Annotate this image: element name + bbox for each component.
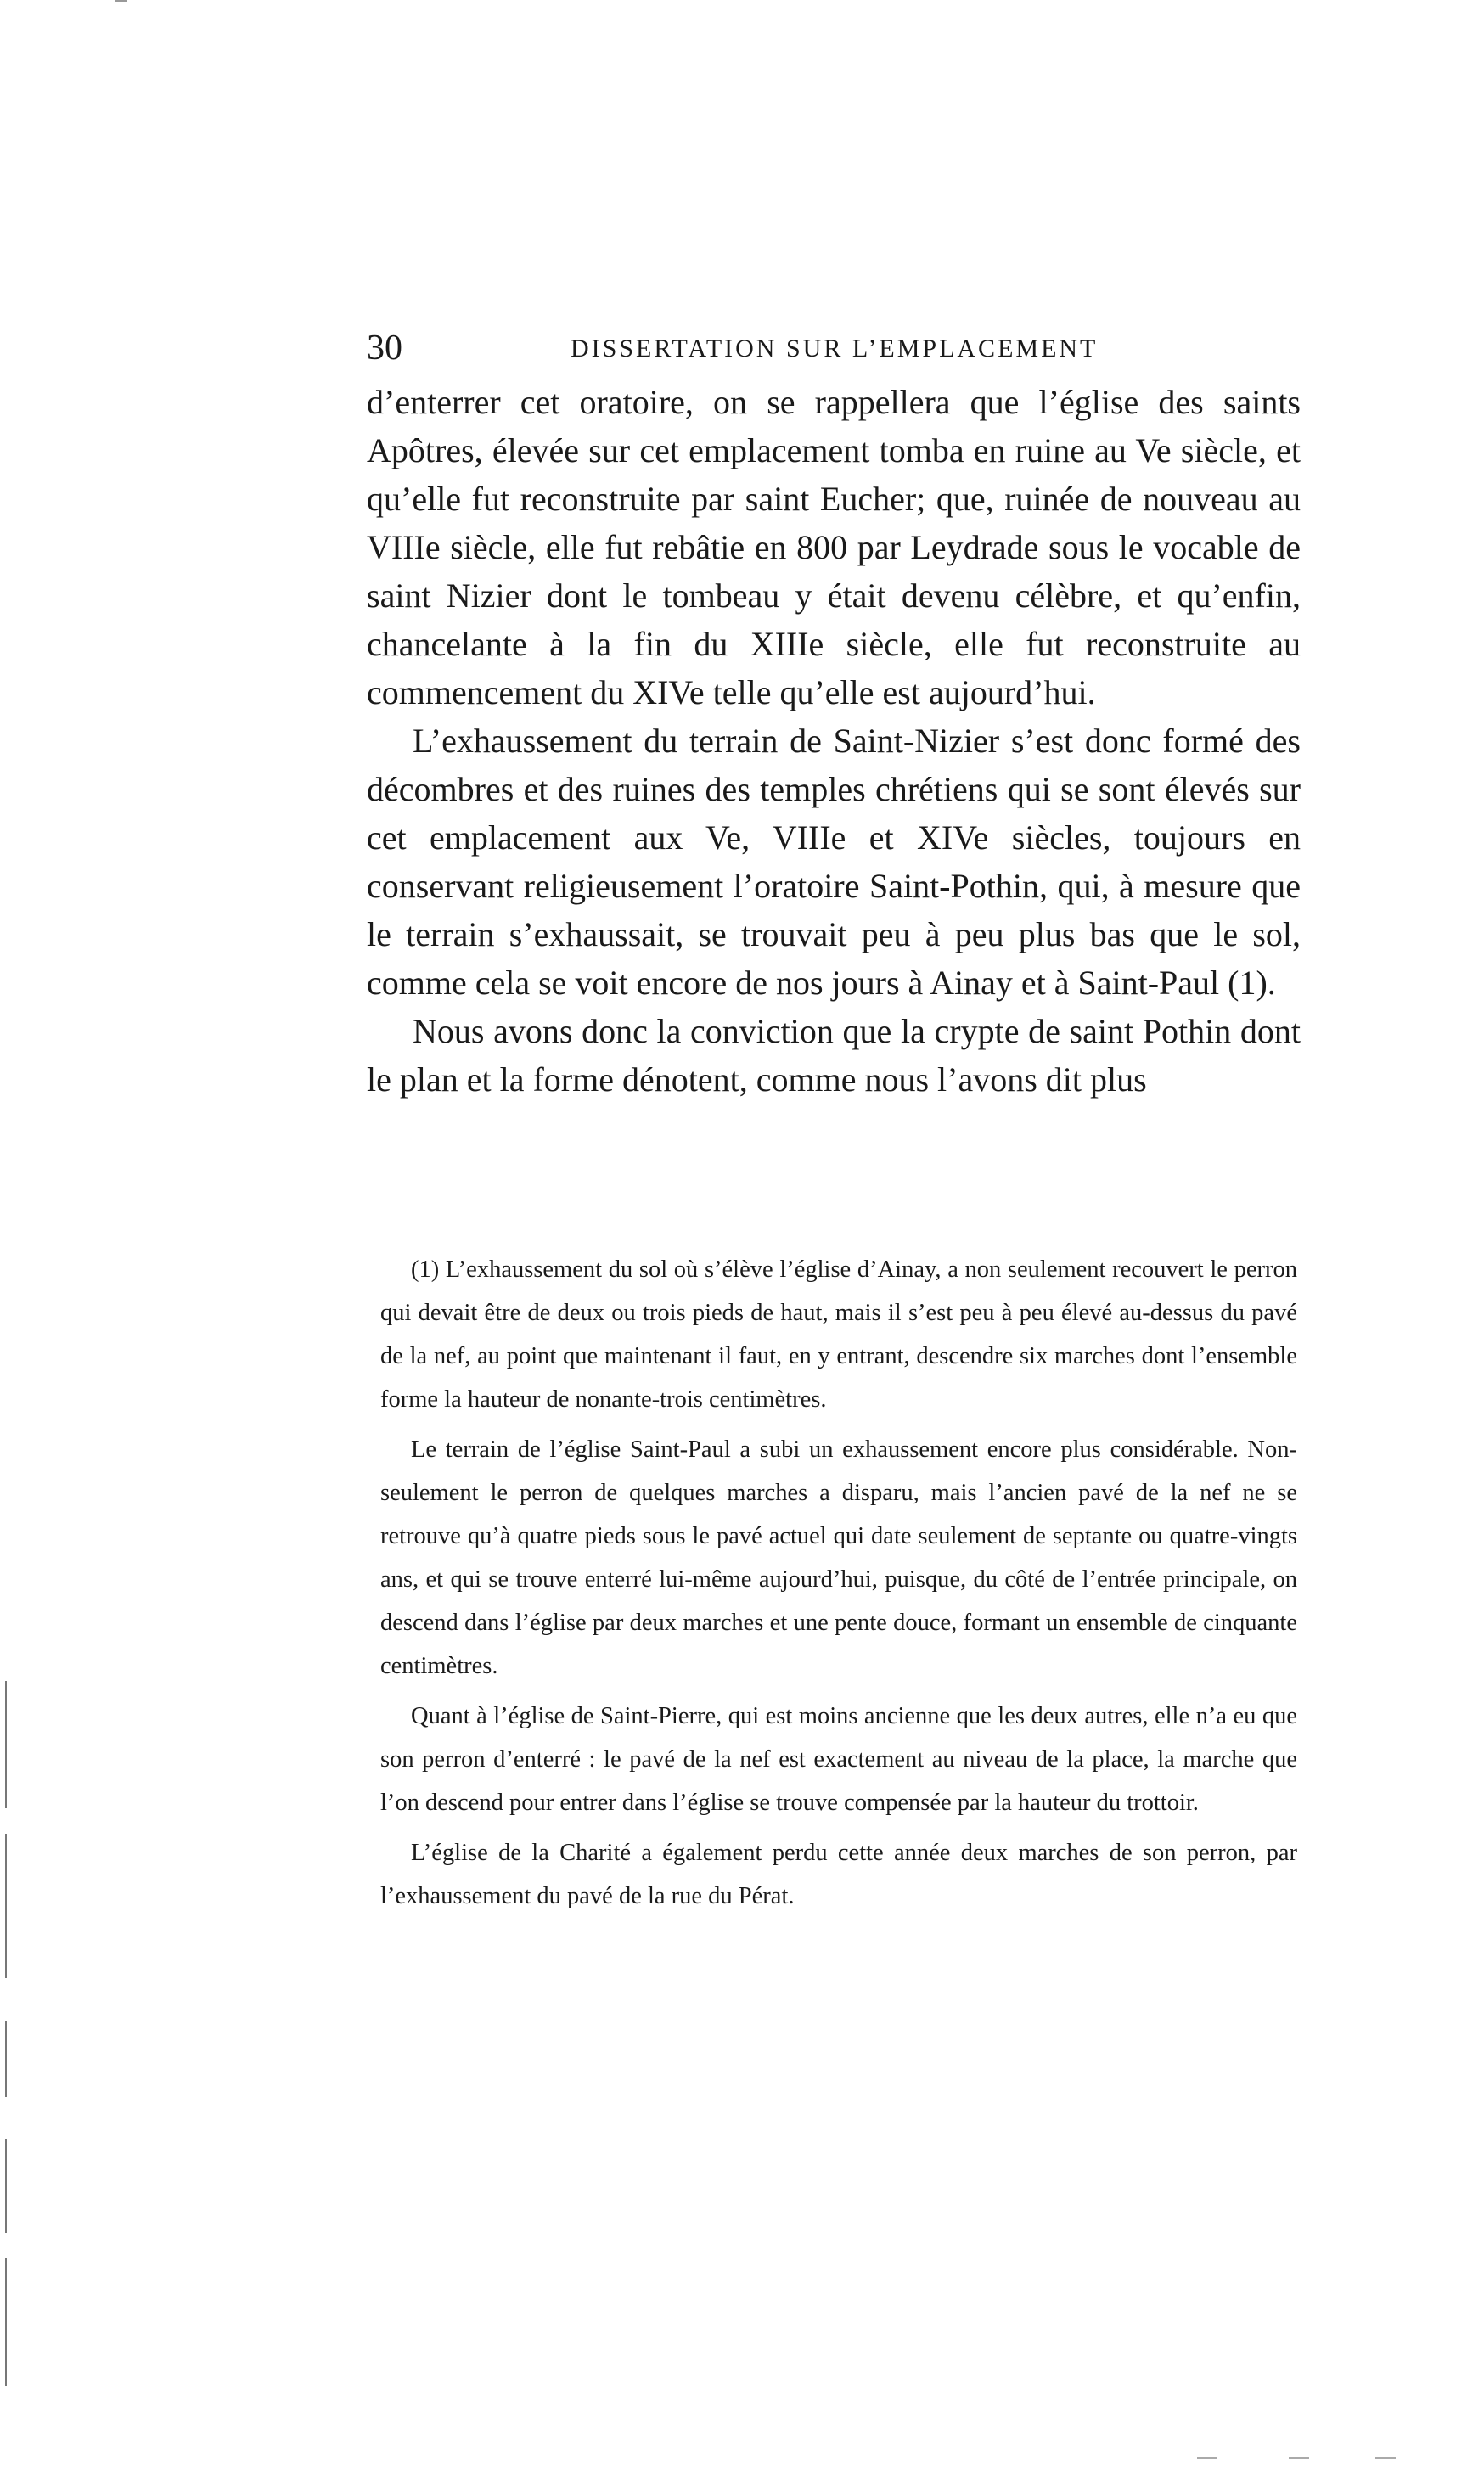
scan-edge-mark	[1289, 2457, 1309, 2459]
scan-margin-mark	[5, 1681, 7, 1808]
page-header	[367, 328, 1301, 370]
scan-margin-mark	[5, 2139, 7, 2233]
main-text	[367, 378, 1301, 1104]
paragraph: Nous avons donc la conviction que la crypte de saint Pothin dont le plan et la forme dénotent, comme nous l’avons dit plus	[367, 1012, 1301, 1099]
paragraph: L’exhaussement du terrain de Saint-Nizier s’est donc formé des décombres et des ruines des temples chrétiens qui se sont élevés sur cet emplacement aux Ve, VIIIe et XIVe siècles, toujours en conservant religieusement l’oratoire Saint-Pothin, qui, à mesure que le terrain s’exhaussait, se trouvait peu à peu plus bas que le sol, comme cela se voit encore de nos jours à Ainay et à Saint-Paul (1).	[367, 722, 1301, 1002]
footnote: Le terrain de l’église Saint-Paul a subi un exhaussement encore plus considérable. Non-seulement le perron de quelques marches a disparu, mais l’ancien pavé de la nef ne se retrouve qu’à quatre pieds sous le pavé actuel qui date seulement de septante ou quatre-vingts ans, et qui se trouve enterré lui-même aujourd’hui, puisque, du côté de l’entrée principale, on descend dans l’église par deux marches et une pente douce, formant un ensemble de cinquante centimètres.	[380, 1436, 1297, 1679]
footnotes	[380, 1248, 1297, 1918]
scan-edge-mark	[115, 0, 127, 2]
footnote: (1) L’exhaussement du sol où s’élève l’église d’Ainay, a non seulement recouvert le perron qui devait être de deux ou trois pieds de haut, mais il s’est peu à peu élevé au-dessus du pavé de la nef, au point que maintenant il faut, en y entrant, descendre six marches dont l’ensemble forme la hauteur de nonante-trois centimètres.	[380, 1256, 1297, 1413]
scan-margin-mark	[5, 2021, 7, 2097]
footnote: Quant à l’église de Saint-Pierre, qui est moins ancienne que les deux autres, elle n’a eu que son perron d’enterré : le pavé de la nef est exactement au niveau de la place, la marche que l’on descend pour entrer dans l’église se trouve compensée par la hauteur du trottoir.	[380, 1703, 1297, 1816]
scan-edge-mark	[1375, 2457, 1396, 2459]
page-number: 30	[367, 329, 402, 368]
scan-margin-mark	[5, 2258, 7, 2386]
paragraph: d’enterrer cet oratoire, on se rappellera que l’église des saints Apôtres, élevée sur cet emplacement tomba en ruine au Ve siècle, et qu’elle fut reconstruite par saint Eucher; que, ruinée de nouveau au VIIIe siècle, elle fut rebâtie en 800 par Leydrade sous le vocable de saint Nizier dont le tombeau y était devenu célèbre, et qu’enfin, chancelante à la fin du XIIIe siècle, elle fut reconstruite au commencement du XIVe telle qu’elle est aujourd’hui.	[367, 383, 1301, 711]
footnote: L’église de la Charité a également perdu cette année deux marches de son perron, par l’exhaussement du pavé de la rue du Pérat.	[380, 1840, 1297, 1909]
scan-margin-mark	[5, 1834, 7, 1978]
scan-edge-mark	[1197, 2457, 1217, 2459]
running-title: DISSERTATION SUR L’EMPLACEMENT	[571, 334, 1099, 363]
